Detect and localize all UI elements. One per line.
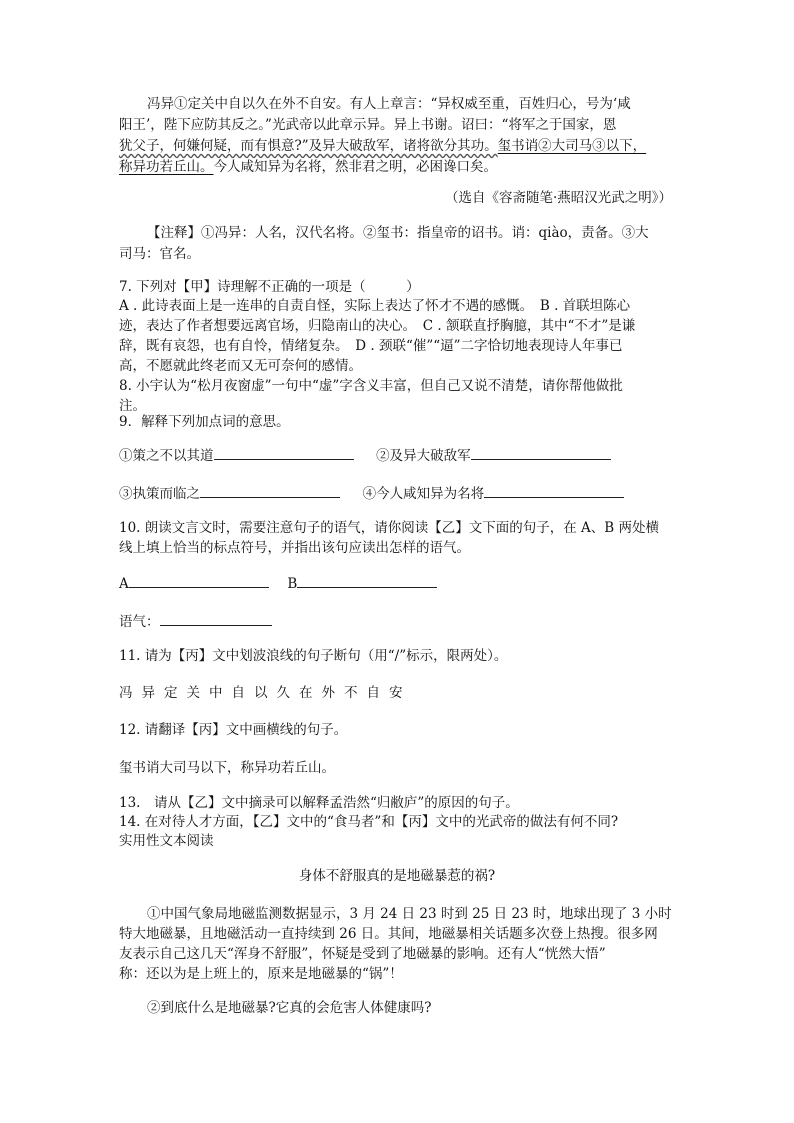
q9-answer-blank-1[interactable]	[214, 445, 354, 460]
question-8-stem: 8. 小宇认为“松月夜窗虚”一句中“虚”字含义丰富，但自己又说不清楚，请你帮他做批	[119, 378, 623, 394]
question-10-tone-row	[119, 611, 272, 632]
question-11-stem: 11. 请为【丙】文中划波浪线的句子断句（用“/”标示，限两处）。	[119, 648, 508, 664]
q9-answer-blank-4[interactable]	[484, 483, 624, 498]
q10-blank-b[interactable]	[297, 573, 437, 588]
question-12-sentence: 玺书诮大司马以下，称异功若丘山。	[119, 760, 335, 776]
q9-item-1: ①策之不以其道	[119, 448, 214, 464]
question-9-row	[119, 483, 624, 504]
passage-source: （选自《容斋随笔·燕昭汉光武之明》）	[444, 190, 672, 206]
question-10-answer-row	[119, 573, 437, 594]
question-14-stem: 14. 在对待人才方面，【乙】文中的“食马者”和【丙】文中的光武帝的做法有何不同?	[119, 814, 619, 830]
article-paragraph-line: 友表示自己这几天“浑身不舒服”，怀疑是受到了地磁暴的影响。还有人“恍然大悟”	[119, 946, 606, 962]
passage-line: 阳王’，陛下应防其反之。”光武帝以此章示异。异上书谢。诏曰：“将军之于国家，恩	[119, 117, 617, 133]
q10-label-b: B	[287, 576, 298, 592]
question-12-stem: 12. 请翻译【丙】文中画横线的句子。	[119, 722, 348, 738]
question-8-stem: 注。	[119, 398, 146, 414]
annotation-line: 【注释】①冯异：人名，汉代名将。②玺书：指皇帝的诏书。诮：qiào，责备。③大	[147, 225, 649, 241]
q10-label-a: A	[119, 576, 129, 592]
section-heading: 实用性文本阅读	[119, 833, 214, 849]
q10-blank-a[interactable]	[129, 573, 269, 588]
q9-answer-blank-3[interactable]	[200, 483, 340, 498]
article-paragraph-line: 称：还以为是上班上的，原来是地磁暴的“锅”！	[119, 966, 403, 982]
q9-item-4: ④今人咸知异为名将	[362, 486, 485, 502]
article-title: 身体不舒服真的是地磁暴惹的祸?	[298, 868, 496, 884]
passage-line: 冯异①定关中自以久在外不自安。有人上章言：“异权威至重，百姓归心，号为‘咸	[147, 96, 631, 112]
annotation-line: 司马：官名。	[119, 246, 200, 262]
q10-tone-blank[interactable]	[160, 611, 272, 626]
article-paragraph-line: ②到底什么是地磁暴?它真的会危害人体健康吗?	[147, 1000, 432, 1016]
question-7-stem: 7. 下列对【甲】诗理解不正确的一项是（ ）	[119, 279, 420, 295]
passage-underlined-text: 玺书诮②大司马③以下，	[497, 138, 647, 154]
question-10-stem: 10. 朗读文言文时，需要注意句子的语气，请你阅读【乙】文下面的句子，在 A、B 两处横	[119, 520, 660, 536]
question-7-option-line: A . 此诗表面上是一连串的自责自怪，实际上表达了怀才不遇的感慨。 B . 首联坦陈心	[119, 298, 631, 314]
q9-item-3: ③执策而临之	[119, 486, 200, 502]
article-paragraph-line: ①中国气象局地磁监测数据显示，3 月 24 日 23 时到 25 日 23 时，地球出现了 3 小时	[147, 906, 672, 922]
passage-text: 今人咸知异为名将，然非君之明，必困谗口矣。	[213, 159, 497, 175]
q9-item-2: ②及异大破敌军	[376, 448, 471, 464]
passage-underlined-text: 称异功若丘山。	[119, 159, 214, 175]
article-paragraph-line: 特大地磁暴，且地磁活动一直持续到 26 日。其间，地磁暴相关话题多次登上热搜。很多网	[119, 926, 658, 942]
q10-tone-label: 语气：	[119, 614, 160, 630]
passage-wavy-text: 犹父子，何嫌何疑，而有惧意?”及异大破敌军，诸将欲分其功。	[119, 138, 498, 154]
question-7-option-line: 高，不愿就此终老而又无可奈何的感情。	[119, 358, 362, 374]
passage-line	[119, 136, 646, 156]
question-7-option-line: 辞，既有哀怨，也有自怜，情绪复杂。 D . 颈联“催”“逼”二字恰切地表现诗人年事已	[119, 338, 623, 354]
question-13-stem: 13. 请从【乙】文中摘录可以解释孟浩然“归敝庐”的原因的句子。	[119, 795, 519, 811]
question-10-stem: 线上填上恰当的标点符号，并指出该句应读出怎样的语气。	[119, 540, 470, 556]
question-9-stem: 9．解释下列加点词的意思。	[119, 414, 290, 430]
passage-line	[119, 157, 497, 177]
question-7-option-line: 迹，表达了作者想要远离官场，归隐南山的决心。 C . 颔联直抒胸臆，其中“不才”是谦	[119, 318, 636, 334]
question-9-row	[119, 445, 611, 466]
question-11-sentence: 冯异定关中自以久在外不自安	[119, 685, 412, 701]
q9-answer-blank-2[interactable]	[471, 445, 611, 460]
